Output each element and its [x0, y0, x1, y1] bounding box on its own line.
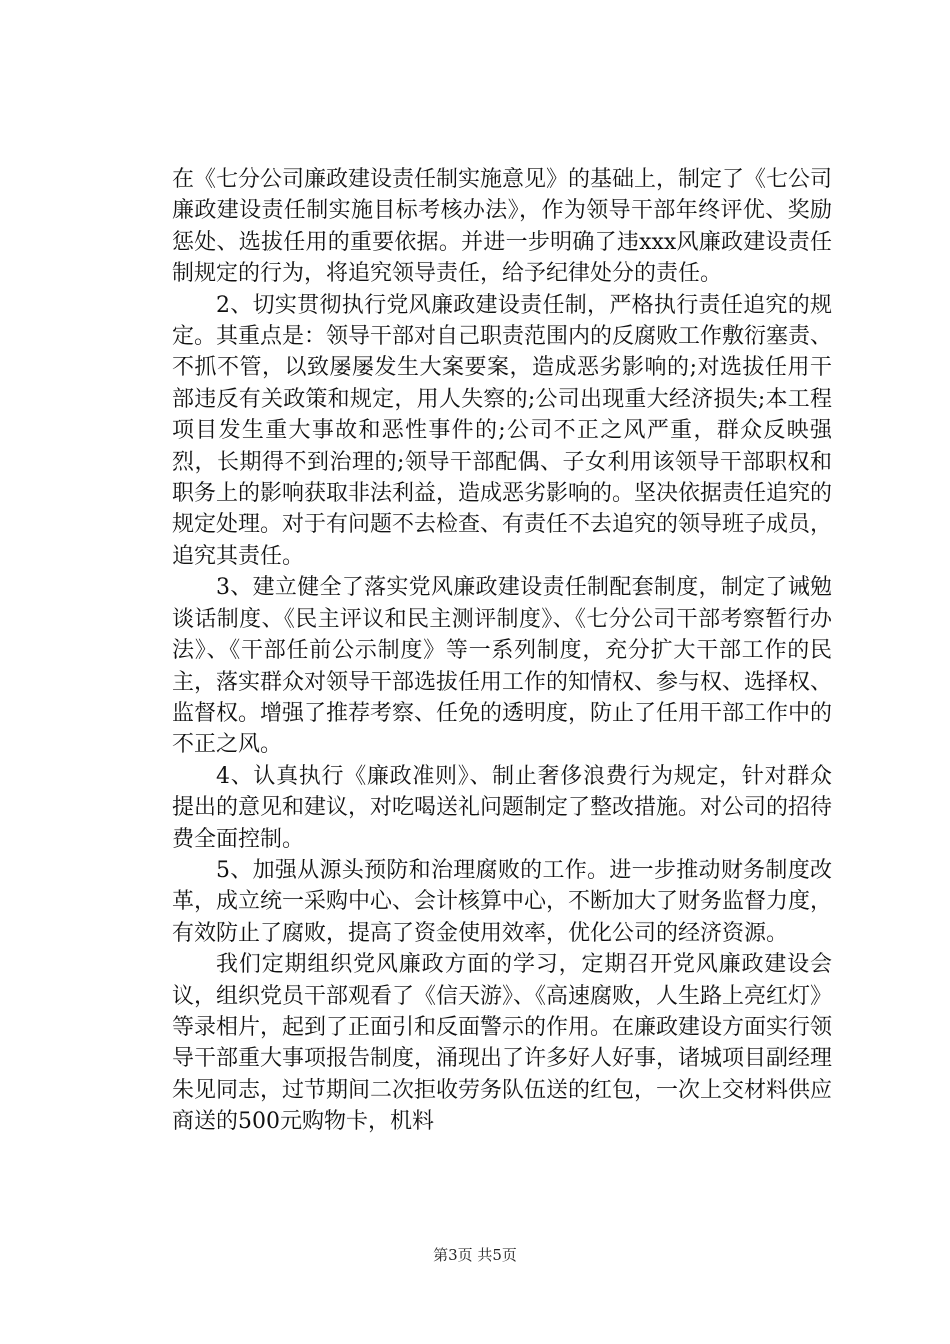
- page-footer: 第3页 共5页: [433, 1246, 517, 1264]
- paragraph-6: 我们定期组织党风廉政方面的学习，定期召开党风廉政建设会议，组织党员干部观看了《信天游》、《高速腐败，人生路上亮红灯》等录相片，起到了正面引和反面警示的作用。在廉政建设方面实行领导干部重大事项报告制度，涌现出了许多好人好事，诸城项目副经理朱见同志，过节期间二次拒收劳务队伍送的红包，一次上交材料供应商送的500元购物卡，机料: [172, 952, 833, 1135]
- paragraph-5: 5、加强从源头预防和治理腐败的工作。进一步推动财务制度改革，成立统一采购中心、会计核算中心，不断加大了财务监督力度，有效防止了腐败，提高了资金使用效率，优化公司的经济资源。: [172, 857, 833, 946]
- paragraph-4: 4、认真执行《廉政准则》、制止奢侈浪费行为规定，针对群众提出的意见和建议，对吃喝送礼问题制定了整改措施。对公司的招待费全面控制。: [172, 763, 833, 852]
- paragraph-3: 3、建立健全了落实党风廉政建设责任制配套制度，制定了诫勉谈话制度、《民主评议和民主测评制度》、《七分公司干部考察暂行办法》、《干部任前公示制度》等一系列制度，充分扩大干部工作的民主，落实群众对领导干部选拔任用工作的知情权、参与权、选择权、监督权。增强了推荐考察、任免的透明度，防止了任用干部工作中的不正之风。: [172, 575, 833, 758]
- paragraph-1: 在《七分公司廉政建设责任制实施意见》的基础上，制定了《七公司廉政建设责任制实施目标考核办法》，作为领导干部年终评优、奖励惩处、选拔任用的重要依据。并进一步明确了违xxx风廉政建设责任制规定的行为，将追究领导责任，给予纪律处分的责任。: [172, 167, 833, 287]
- document-body: [172, 164, 832, 1138]
- paragraph-2: 2、切实贯彻执行党风廉政建设责任制，严格执行责任追究的规定。其重点是：领导干部对自己职责范围内的反腐败工作敷衍塞责、不抓不管，以致屡屡发生大案要案，造成恶劣影响的;对选拔任用干部违反有关政策和规定，用人失察的;公司出现重大经济损失;本工程项目发生重大事故和恶性事件的;公司不正之风严重，群众反映强烈，长期得不到治理的;领导干部配偶、子女利用该领导干部职权和职务上的影响获取非法利益，造成恶劣影响的。坚决依据责任追究的规定处理。对于有问题不去检查、有责任不去追究的领导班子成员，追究其责任。: [172, 292, 833, 569]
